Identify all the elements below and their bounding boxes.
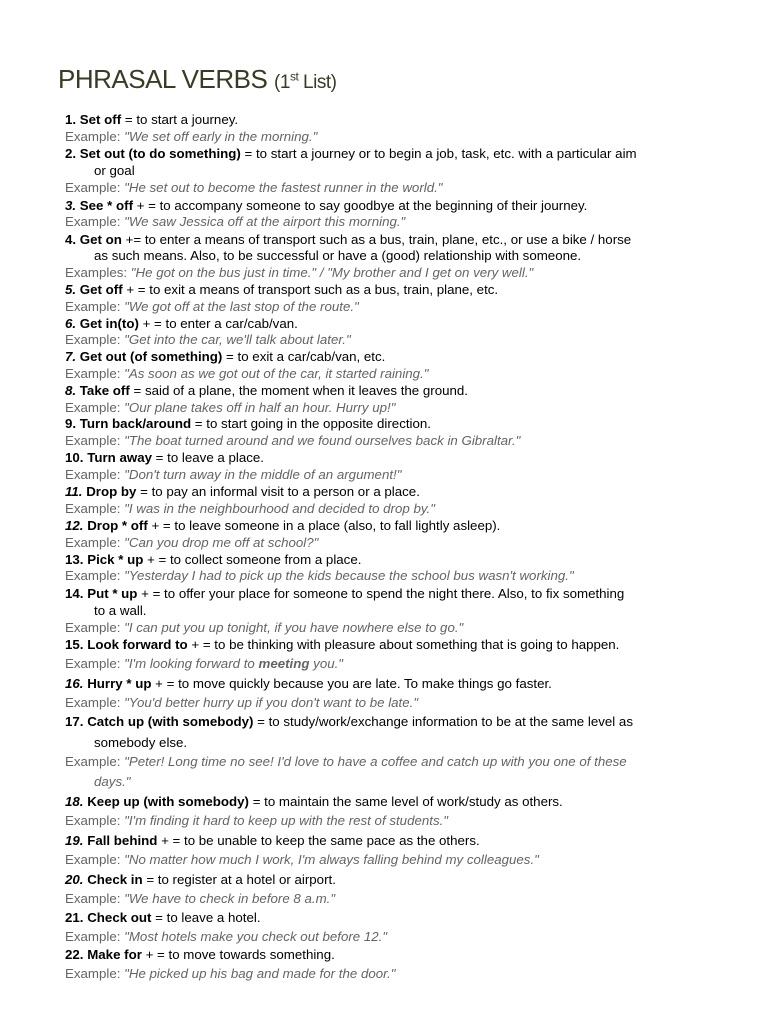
- example-text: "I'm finding it hard to keep up with the rest of students.": [124, 813, 449, 828]
- example-emphasis: meeting: [258, 656, 310, 671]
- example-label: Example:: [65, 467, 125, 482]
- example-label: Example:: [65, 366, 125, 381]
- entry-example: [65, 568, 574, 583]
- entry-term: Hurry * up: [87, 676, 152, 691]
- entry-number: 15.: [65, 637, 84, 652]
- example-text-part: you.": [309, 656, 344, 671]
- entry-term: Check out: [87, 910, 152, 925]
- entry-number: 12.: [65, 518, 84, 533]
- entry-example: [65, 966, 395, 981]
- title-main: PHRASAL VERBS: [58, 64, 268, 94]
- entry-line: [65, 794, 563, 809]
- entry-line: [65, 586, 624, 601]
- example-text: "Yesterday I had to pick up the kids because the school bus wasn't working.": [124, 568, 574, 583]
- example-text: "The boat turned around and we found ourselves back in Gibraltar.": [124, 433, 521, 448]
- entry-line: [65, 146, 637, 161]
- example-label: Example:: [65, 332, 125, 347]
- entry-term: Look forward to: [87, 637, 188, 652]
- entry-definition: + = to move towards something.: [141, 947, 335, 962]
- example-text: "Don't turn away in the middle of an argument!": [124, 467, 402, 482]
- page-title: [58, 64, 336, 95]
- entry-definition: + = to move quickly because you are late. To make things go faster.: [151, 676, 552, 691]
- entry-term: Turn away: [87, 450, 152, 465]
- example-text: "We set off early in the morning.": [124, 129, 318, 144]
- entry-line: [65, 676, 552, 691]
- entry-term: Get out (of something): [79, 349, 223, 364]
- example-text: "He set out to become the fastest runner in the world.": [124, 180, 443, 195]
- entry-number: 7.: [65, 349, 77, 364]
- entry-line: [65, 349, 385, 364]
- entry-example: [65, 129, 317, 144]
- entry-line: [65, 316, 298, 331]
- example-label: Example:: [65, 501, 125, 516]
- entry-example: [65, 400, 395, 415]
- entry-definition-cont: somebody else.: [94, 735, 188, 750]
- entry-number: 6.: [65, 316, 77, 331]
- entry-number: 13.: [65, 552, 84, 567]
- entry-definition: = to exit a car/cab/van, etc.: [222, 349, 386, 364]
- example-text: "Our plane takes off in half an hour. Hurry up!": [124, 400, 396, 415]
- example-text: "You'd better hurry up if you don't want to be late.": [124, 695, 419, 710]
- entry-number: 3.: [65, 198, 77, 213]
- entry-line: [65, 198, 587, 213]
- example-label: Example:: [65, 754, 125, 769]
- entry-number: 17.: [65, 714, 84, 729]
- entry-example: [65, 656, 343, 671]
- entry-example: [65, 535, 318, 550]
- example-text: "We got off at the last stop of the route.": [124, 299, 359, 314]
- entry-definition-cont: or goal: [94, 163, 135, 178]
- entry-term: Catch up (with somebody): [87, 714, 254, 729]
- example-text-part: "I'm looking forward to: [124, 656, 259, 671]
- entry-number: 16.: [65, 676, 84, 691]
- example-text: "I can put you up tonight, if you have nowhere else to go.": [124, 620, 464, 635]
- entry-definition: = to start a journey or to begin a job, task, etc. with a particular aim: [240, 146, 637, 161]
- entry-definition: = to register at a hotel or airport.: [142, 872, 336, 887]
- example-label: Examples:: [65, 265, 131, 280]
- entry-term: Set off: [79, 112, 122, 127]
- example-label: Example:: [65, 966, 125, 981]
- entry-term: Fall behind: [87, 833, 158, 848]
- entry-example: [65, 852, 539, 867]
- entry-term: Turn back/around: [79, 416, 192, 431]
- entry-definition-cont: to a wall.: [94, 603, 147, 618]
- entry-number: 8.: [65, 383, 77, 398]
- entry-line: [65, 232, 631, 247]
- entry-line: [65, 552, 361, 567]
- entry-number: 5.: [65, 282, 77, 297]
- example-text: "Most hotels make you check out before 12.": [124, 929, 388, 944]
- example-text: "We have to check in before 8 a.m.": [124, 891, 336, 906]
- entry-example: [65, 754, 627, 769]
- entry-definition: = said of a plane, the moment when it leaves the ground.: [129, 383, 468, 398]
- entry-number: 19.: [65, 833, 84, 848]
- entry-example: [65, 929, 387, 944]
- entry-line: [65, 910, 261, 925]
- entry-term: Pick * up: [87, 552, 144, 567]
- example-label: Example:: [65, 929, 125, 944]
- entry-term: Keep up (with somebody): [87, 794, 249, 809]
- entry-term: Check in: [87, 872, 143, 887]
- example-label: Example:: [65, 214, 125, 229]
- example-text: "Get into the car, we'll talk about later.": [124, 332, 351, 347]
- entry-line: [65, 112, 238, 127]
- entry-term: Make for: [87, 947, 142, 962]
- entry-example: [65, 180, 443, 195]
- entry-line: [65, 947, 335, 962]
- entry-term: Take off: [79, 383, 130, 398]
- entry-line: [65, 450, 264, 465]
- entry-line: [65, 484, 420, 499]
- entry-line: [65, 637, 619, 652]
- entry-definition: + = to collect someone from a place.: [143, 552, 362, 567]
- entry-definition-cont: as such means. Also, to be successful or have a (good) relationship with someone.: [94, 248, 582, 263]
- entry-number: 4.: [65, 232, 77, 247]
- example-label: Example:: [65, 568, 125, 583]
- entry-example: [65, 214, 405, 229]
- example-text: [124, 656, 343, 671]
- entry-number: 14.: [65, 586, 84, 601]
- entry-example: [65, 332, 351, 347]
- entry-number: 20.: [65, 872, 84, 887]
- entry-example: [65, 813, 448, 828]
- example-label: Example:: [65, 535, 125, 550]
- entry-example: [65, 620, 463, 635]
- entry-term: Get in(to): [79, 316, 139, 331]
- entry-number: 22.: [65, 947, 84, 962]
- entry-term: Get off: [79, 282, 123, 297]
- entry-definition: += to enter a means of transport such as a bus, train, plane, etc., or use a bike / horse: [121, 232, 632, 247]
- entry-definition: + = to be thinking with pleasure about something that is going to happen.: [187, 637, 620, 652]
- entry-definition: = to maintain the same level of work/study as others.: [249, 794, 563, 809]
- entry-line: [65, 282, 498, 297]
- example-label: Example:: [65, 299, 125, 314]
- entry-example: [65, 467, 401, 482]
- example-text: "As soon as we got out of the car, it started raining.": [124, 366, 429, 381]
- entry-example: [65, 891, 335, 906]
- example-label: Example:: [65, 400, 125, 415]
- entry-number: 9.: [65, 416, 77, 431]
- example-label: Example:: [65, 891, 125, 906]
- example-label: Example:: [65, 620, 125, 635]
- entry-definition: + = to accompany someone to say goodbye at the beginning of their journey.: [133, 198, 588, 213]
- entry-term: Drop by: [86, 484, 137, 499]
- entry-example: [65, 265, 533, 280]
- entry-definition: = to start going in the opposite direction.: [191, 416, 431, 431]
- example-text: "He picked up his bag and made for the door.": [124, 966, 396, 981]
- example-text: "Can you drop me off at school?": [124, 535, 319, 550]
- entry-term: Get on: [79, 232, 122, 247]
- entry-example: [65, 501, 435, 516]
- entry-example: [65, 695, 418, 710]
- entry-definition: + = to leave someone in a place (also, to fall lightly asleep).: [147, 518, 501, 533]
- example-text: "We saw Jessica off at the airport this morning.": [124, 214, 406, 229]
- title-list-label: (1st List): [274, 69, 337, 93]
- example-text: "He got on the bus just in time." / "My brother and I get on very well.": [130, 265, 534, 280]
- entry-line: [65, 872, 336, 887]
- entry-definition: + = to offer your place for someone to spend the night there. Also, to fix something: [137, 586, 625, 601]
- entry-definition: = to pay an informal visit to a person or a place.: [136, 484, 420, 499]
- example-label: Example:: [65, 852, 125, 867]
- entry-example: [65, 366, 428, 381]
- entry-example: [65, 299, 359, 314]
- entry-definition: = to leave a place.: [151, 450, 264, 465]
- entry-definition: = to study/work/exchange information to be at the same level as: [253, 714, 633, 729]
- example-text: days.": [94, 774, 131, 789]
- example-label: Example:: [65, 656, 125, 671]
- entry-number: 1.: [65, 112, 77, 127]
- entry-term: Drop * off: [87, 518, 148, 533]
- example-label: Example:: [65, 129, 125, 144]
- entry-line: [65, 833, 480, 848]
- entry-number: 10.: [65, 450, 84, 465]
- entry-definition: + = to enter a car/cab/van.: [138, 316, 298, 331]
- entry-term: Put * up: [87, 586, 138, 601]
- entry-line: [65, 518, 500, 533]
- example-label: Example:: [65, 180, 125, 195]
- example-label: Example:: [65, 695, 125, 710]
- entry-definition: = to start a journey.: [121, 112, 239, 127]
- example-label: Example:: [65, 433, 125, 448]
- entry-line: [65, 714, 633, 729]
- example-text: "I was in the neighbourhood and decided to drop by.": [124, 501, 435, 516]
- entry-definition: = to leave a hotel.: [151, 910, 261, 925]
- entry-term: Set out (to do something): [79, 146, 241, 161]
- entry-example: [65, 433, 520, 448]
- example-text: "No matter how much I work, I'm always falling behind my colleagues.": [124, 852, 539, 867]
- entry-number: 2.: [65, 146, 77, 161]
- entry-number: 21.: [65, 910, 84, 925]
- entry-term: See * off: [79, 198, 133, 213]
- entry-line: [65, 416, 431, 431]
- example-label: Example:: [65, 813, 125, 828]
- entry-line: [65, 383, 468, 398]
- entry-number: 11.: [65, 484, 83, 499]
- example-text: "Peter! Long time no see! I'd love to have a coffee and catch up with you one of these: [124, 754, 627, 769]
- entry-definition: + = to exit a means of transport such as a bus, train, plane, etc.: [122, 282, 499, 297]
- entry-example-cont: [94, 774, 131, 789]
- entry-definition: + = to be unable to keep the same pace as the others.: [157, 833, 480, 848]
- entry-number: 18.: [65, 794, 84, 809]
